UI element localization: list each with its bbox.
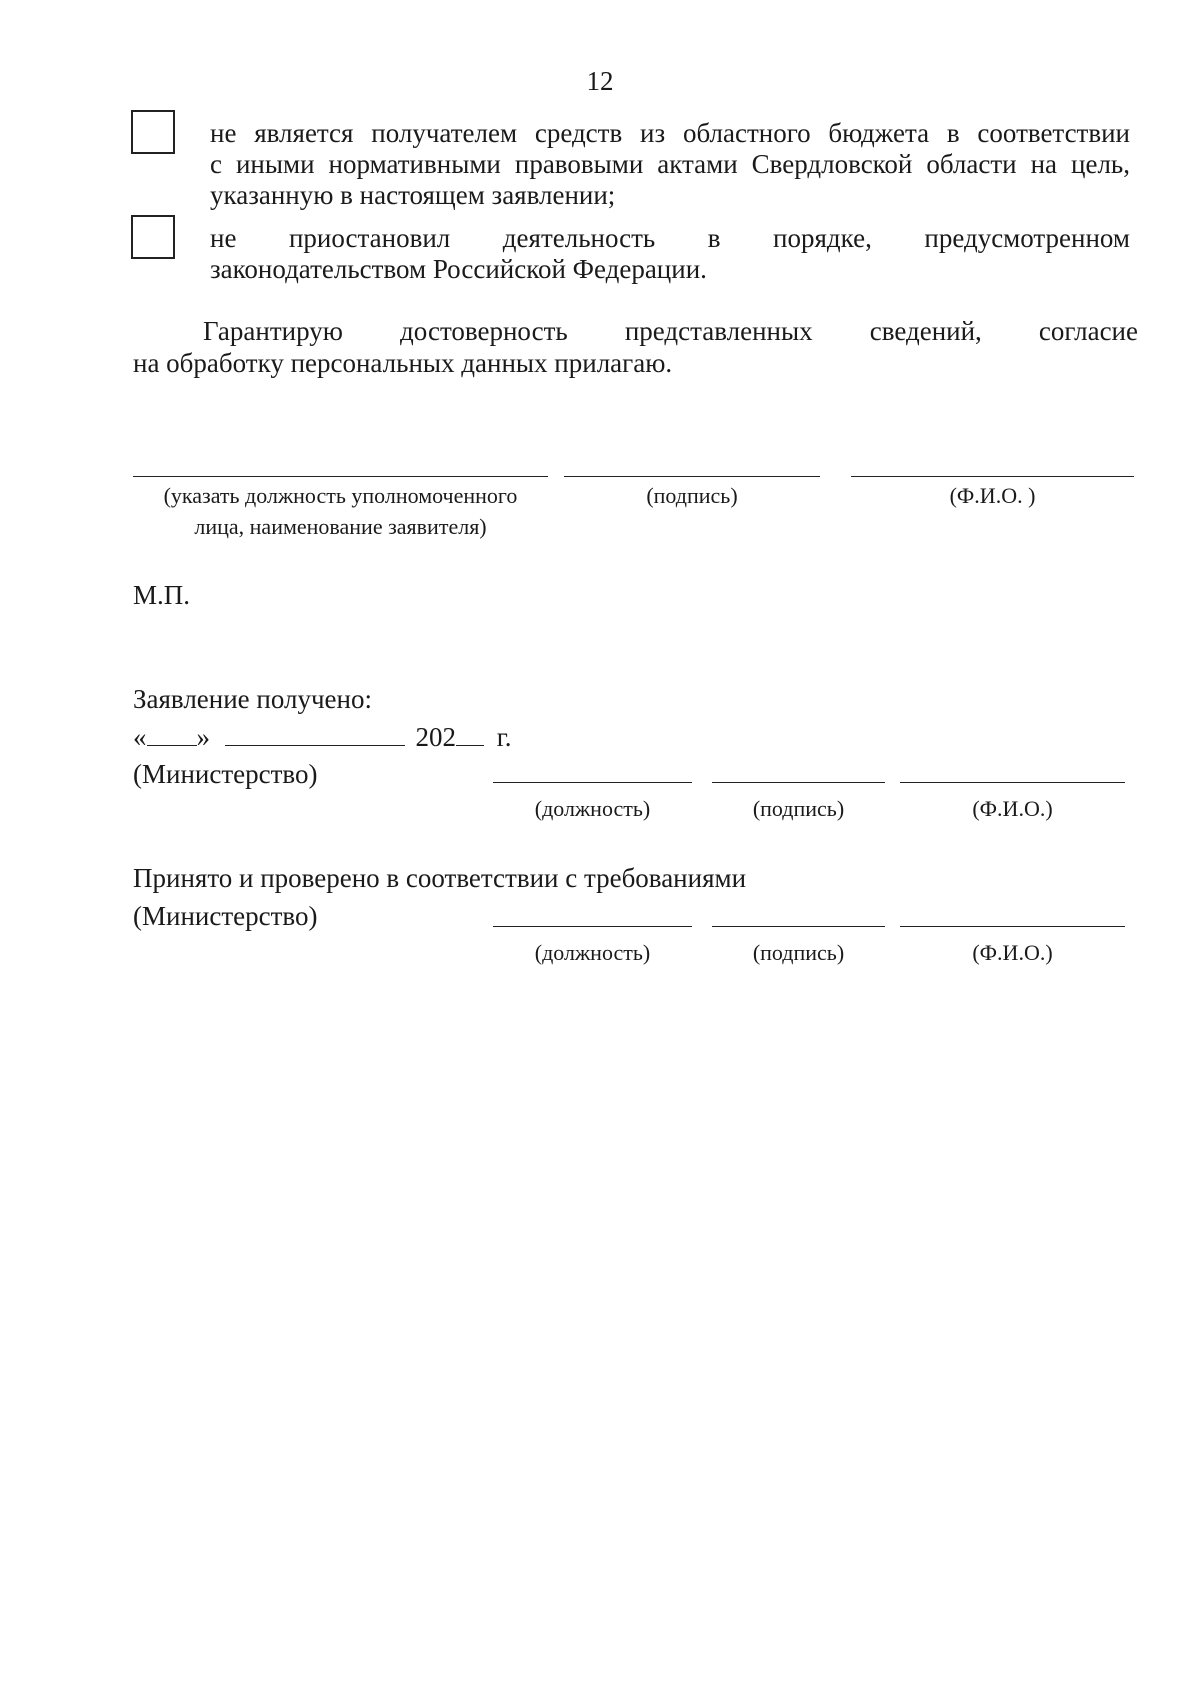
applicant-position-caption-1: (указать должность уполномоченного: [163, 483, 518, 508]
applicant-position-caption-2: лица, наименование заявителя): [194, 514, 487, 539]
stamp-label: М.П.: [133, 580, 191, 610]
accepted-signature-line[interactable]: [712, 926, 885, 927]
date-year-prefix: 202: [415, 722, 456, 752]
accepted-position-line[interactable]: [493, 926, 692, 927]
accepted-name-caption: (Ф.И.О.): [972, 940, 1053, 965]
checklist-item-2-line-1: не приостановил деятельность в порядке, предусмотренном: [210, 223, 1130, 253]
accepted-name-line[interactable]: [900, 926, 1125, 927]
accepted-signature-caption: (подпись): [752, 940, 845, 965]
date-day-blank[interactable]: [147, 725, 197, 746]
received-position-line[interactable]: [493, 782, 692, 783]
accepted-ministry: (Министерство): [133, 901, 318, 931]
accepted-title: Принято и проверено в соответствии с требованиями: [133, 863, 747, 893]
received-signature-line[interactable]: [712, 782, 885, 783]
applicant-signature-line[interactable]: [564, 476, 820, 477]
applicant-name-caption: (Ф.И.О. ): [949, 483, 1036, 508]
checklist-item-2-line-2: законодательством Российской Федерации.: [210, 254, 707, 284]
guarantee-line-2: на обработку персональных данных прилагаю.: [133, 348, 673, 378]
date-month-blank[interactable]: [225, 725, 405, 746]
applicant-signature-caption: (подпись): [646, 483, 738, 508]
checklist-item-1: [210, 118, 1130, 211]
checklist-item-1-line-2: с иными нормативными правовыми актами Свердловской области на цель,: [210, 149, 1130, 179]
checklist-item-2: [210, 223, 1130, 285]
checklist-item-1-line-3: указанную в настоящем заявлении;: [210, 180, 616, 210]
page-number: 12: [586, 66, 614, 96]
received-name-caption: (Ф.И.О.): [972, 796, 1053, 821]
date-open-quote: «: [133, 722, 147, 752]
checkbox-not-suspended[interactable]: [131, 215, 175, 259]
applicant-position-line[interactable]: [133, 476, 548, 477]
guarantee-line-1: Гарантирую достоверность представленных сведений, согласие: [203, 316, 1138, 346]
date-year-blank[interactable]: [456, 725, 484, 746]
received-title: Заявление получено:: [133, 684, 372, 714]
received-date-row: [133, 722, 512, 753]
date-close-quote: »: [196, 722, 210, 752]
received-position-caption: (должность): [534, 796, 651, 821]
date-year-suffix: г.: [496, 722, 512, 752]
checklist-item-1-line-1: не является получателем средств из областного бюджета в соответствии: [210, 118, 1130, 148]
accepted-position-caption: (должность): [534, 940, 651, 965]
received-ministry: (Министерство): [133, 759, 318, 789]
received-name-line[interactable]: [900, 782, 1125, 783]
checkbox-not-recipient[interactable]: [131, 110, 175, 154]
applicant-name-line[interactable]: [851, 476, 1134, 477]
received-signature-caption: (подпись): [752, 796, 845, 821]
